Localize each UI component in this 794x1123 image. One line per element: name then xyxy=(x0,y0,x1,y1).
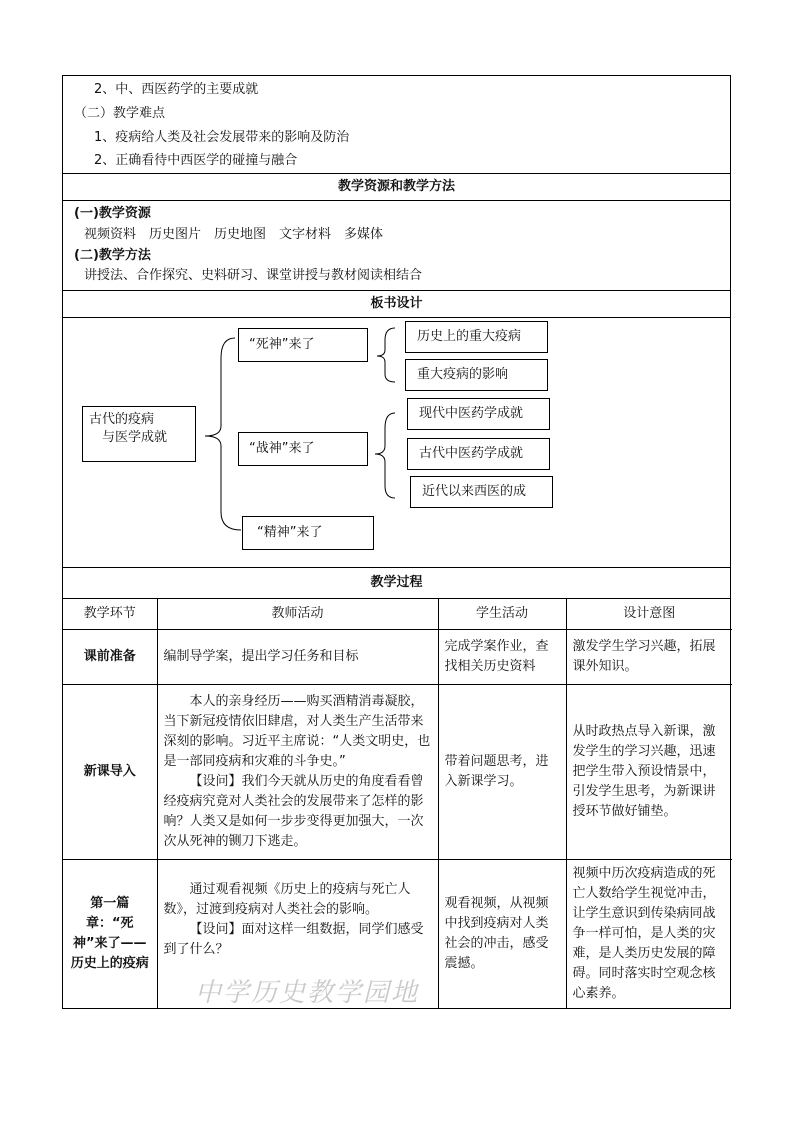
stage-cell: 课前准备 xyxy=(63,629,157,684)
student-cell: 带着问题思考，进入新课学习。 xyxy=(438,684,566,859)
watermark-logo: 中学历史教学园地 xyxy=(195,978,420,1008)
leaf-western-medicine: 近代以来西医的成 xyxy=(410,476,553,508)
resources-section xyxy=(63,201,730,291)
teacher-cell: 通过观看视频《历史上的疫病与死亡人数》，过渡到疫病对人类社会的影响。 【设问】面对这样一组数据，同学们感受到了什么？ xyxy=(157,859,438,1008)
stage-cell: 新课导入 xyxy=(63,684,157,859)
teacher-cell: 编制导学案，提出学习任务和目标 xyxy=(157,629,438,684)
leaf-modern-tcm: 现代中医药学成就 xyxy=(407,398,550,430)
student-cell: 完成学案作业，查找相关历史资料 xyxy=(438,629,566,684)
methods-heading: (二)教学方法 xyxy=(74,248,151,263)
key-point-item: 2、中、西医药学的主要成就 xyxy=(94,82,259,97)
branch-death-box: “死神”来了 xyxy=(238,328,368,362)
board-title: 板书设计 xyxy=(63,291,730,318)
process-table xyxy=(63,599,732,1008)
col-header-intent: 设计意图 xyxy=(566,599,732,629)
leaf-major-epidemics: 历史上的重大疫病 xyxy=(405,321,548,353)
stage-cell: 第一篇章：“死神”来了——历史上的疫病 xyxy=(63,859,157,1008)
table-row xyxy=(63,684,732,859)
difficulty-item: 2、正确看待中西医学的碰撞与融合 xyxy=(94,153,298,168)
teacher-cell: 本人的亲身经历——购买酒精消毒凝胶，当下新冠疫情依旧肆虐，对人类生产生活带来深刻的影响。习近平主席说：“人类文明史，也是一部同疫病和灾难的斗争史。” 【设问】我们今天就从历史的角度看看曾经疫病究竟对人类社会的发展带来了怎样的影响？人类又是如何一步步变得更加强大，一次次从死神的铡刀下逃走。 xyxy=(157,684,438,859)
resources-heading: (一)教学资源 xyxy=(74,206,151,221)
col-header-student: 学生活动 xyxy=(438,599,566,629)
intent-cell: 从时政热点导入新课，激发学生的学习兴趣，迅速把学生带入预设情景中，引发学生思考，为新课讲授环节做好铺垫。 xyxy=(566,684,732,859)
process-section xyxy=(63,599,730,1008)
col-header-teacher: 教师活动 xyxy=(157,599,438,629)
difficulties-section xyxy=(63,76,730,174)
table-row xyxy=(63,629,732,684)
branch-war-box: “战神”来了 xyxy=(238,432,368,466)
intent-cell: 激发学生学习兴趣，拓展课外知识。 xyxy=(566,629,732,684)
difficulty-item: 1、疫病给人类及社会发展带来的影响及防治 xyxy=(94,130,350,145)
leaf-epidemic-impact: 重大疫病的影响 xyxy=(405,359,548,391)
lesson-plan-table xyxy=(62,75,731,1009)
process-header-row xyxy=(63,599,732,629)
process-title: 教学过程 xyxy=(63,568,730,599)
resources-list: 视频资料 历史图片 历史地图 文字材料 多媒体 xyxy=(84,227,384,242)
student-cell: 观看视频，从视频中找到疫病对人类社会的冲击，感受震撼。 xyxy=(438,859,566,1008)
resources-title: 教学资源和教学方法 xyxy=(63,174,730,201)
difficulties-heading: （二）教学难点 xyxy=(74,106,166,121)
board-diagram xyxy=(63,318,730,568)
board-root-line: 古代的疫病 xyxy=(89,412,155,427)
leaf-ancient-tcm: 古代中医药学成就 xyxy=(407,438,550,470)
col-header-stage: 教学环节 xyxy=(63,599,157,629)
branch-spirit-box: “精神”来了 xyxy=(242,516,374,550)
methods-list: 讲授法、合作探究、史料研习、课堂讲授与教材阅读相结合 xyxy=(84,268,423,283)
board-root-box xyxy=(82,406,196,462)
intent-cell: 视频中历次疫病造成的死亡人数给学生视觉冲击，让学生意识到传染病同战争一样可怕，是人类的灾难，是人类历史发展的障碍。同时落实时空观念核心素养。 xyxy=(566,859,732,1008)
board-root-line: 与医学成就 xyxy=(89,430,168,445)
